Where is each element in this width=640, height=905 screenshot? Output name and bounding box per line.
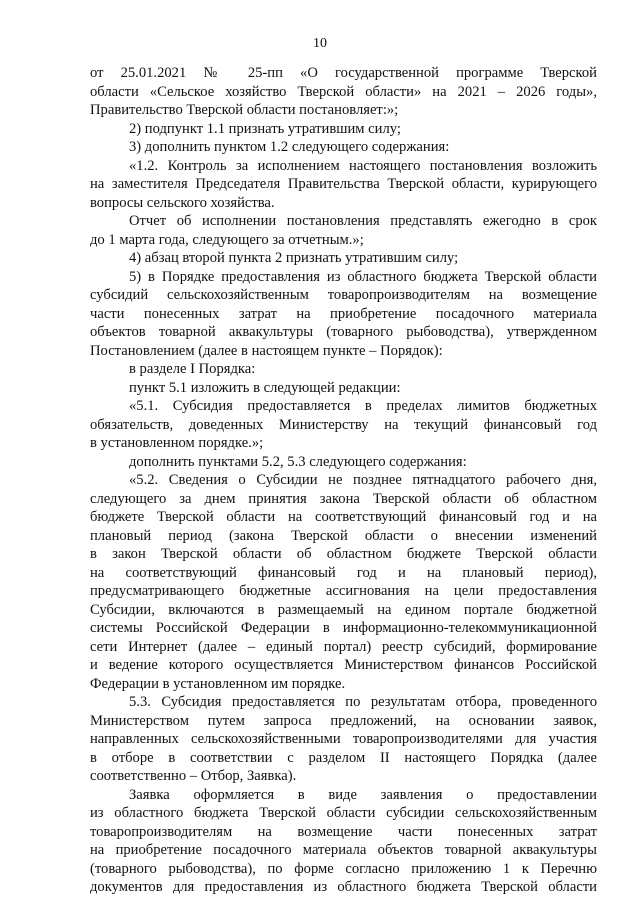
text-line: объектов товарной аквакультуры (товарного рыбоводства), утвержденном xyxy=(90,324,597,340)
text-line: вопросы сельского хозяйства. xyxy=(90,194,275,211)
text-line: субсидий сельскохозяйственным товаропроизводителям на возмещение xyxy=(90,287,597,303)
text-line: в закон Тверской области об областном бюджете Тверской области xyxy=(90,546,597,562)
text-line: дополнить пунктами 5.2, 5.3 следующего содержания: xyxy=(129,453,467,470)
text-line: предусматривающего бюджетные ассигнования на цели предоставления xyxy=(90,583,597,599)
text-line: Заявка оформляется в виде заявления о предоставлении xyxy=(129,786,597,803)
text-line: на заместителя Председателя Правительства Тверской области, курирующего xyxy=(90,176,597,192)
text-line: Отчет об исполнении постановления представлять ежегодно в срок xyxy=(129,213,597,229)
text-line: в разделе I Порядка: xyxy=(129,361,256,377)
text-line: «5.1. Субсидия предоставляется в пределах лимитов бюджетных xyxy=(129,398,597,414)
text-line: Постановлением (далее в настоящем пункте – Порядок): xyxy=(90,342,443,359)
text-line: Федерации в установленном им порядке. xyxy=(90,675,346,692)
text-line: части понесенных затрат на приобретение посадочного материала xyxy=(90,305,597,322)
text-line: «1.2. Контроль за исполнением настоящего постановления возложить xyxy=(129,157,597,174)
text-line: пункт 5.1 изложить в следующей редакции: xyxy=(129,379,401,396)
text-line: области «Сельское хозяйство Тверской области» на 2021 – 2026 годы», xyxy=(90,83,597,100)
text-line: 4) абзац второй пункта 2 признать утратившим силу; xyxy=(129,250,459,266)
page-number: 10 xyxy=(313,36,327,51)
text-line: Субсидии, включаются в размещаемый на едином портале бюджетной xyxy=(90,601,597,618)
text-line: товаропроизводителям на возмещение части понесенных затрат xyxy=(90,823,597,840)
text-line: 5.3. Субсидия предоставляется по результатам отбора, проведенного xyxy=(129,694,597,710)
text-line: от 25.01.2021 № 25-пп «О государственной программе Тверской xyxy=(90,65,597,81)
text-line: 3) дополнить пунктом 1.2 следующего содержания: xyxy=(129,139,450,155)
text-line: в отборе в соответствии с разделом II настоящего Порядка (далее xyxy=(90,749,597,766)
text-line: (товарного рыбоводства), по форме согласно приложению 1 к Перечню xyxy=(90,860,597,877)
text-line: бюджете Тверской области на соответствующий финансовый год и на xyxy=(90,509,597,525)
text-line: плановый период (закона Тверской области о внесении изменений xyxy=(90,527,597,544)
text-line: документов для предоставления из областного бюджета Тверской области xyxy=(90,879,597,895)
text-line: следующего за днем принятия закона Тверской области об областном xyxy=(90,490,597,507)
text-line: 2) подпункт 1.1 признать утратившим силу; xyxy=(129,120,401,137)
text-line: на приобретение посадочного материала объектов товарной аквакультуры xyxy=(90,842,597,858)
text-line: 5) в Порядке предоставления из областного бюджета Тверской области xyxy=(129,268,597,285)
text-line: из областного бюджета Тверской области субсидии сельскохозяйственным xyxy=(90,805,597,821)
text-line: до 1 марта года, следующего за отчетным.»; xyxy=(90,231,364,248)
text-line: и ведение которого осуществляется Министерством финансов Российской xyxy=(90,657,597,673)
text-line: сети Интернет (далее – единый портал) реестр субсидий, формирование xyxy=(90,638,597,655)
text-line: в установленном порядке.»; xyxy=(90,435,264,451)
text-line: Министерством путем запроса предложений, на основании заявок, xyxy=(90,712,597,729)
text-line: «5.2. Сведения о Субсидии не позднее пятнадцатого рабочего дня, xyxy=(129,472,597,488)
text-line: соответственно – Отбор, Заявка). xyxy=(90,768,297,784)
text-line: Правительство Тверской области постановляет:»; xyxy=(90,102,399,118)
document-body xyxy=(90,64,597,897)
text-line: на соответствующий финансовый год и на плановый период), xyxy=(90,564,597,581)
text-line: системы Российской Федерации в информационно-телекоммуникационной xyxy=(90,620,597,636)
text-line: направленных сельскохозяйственными товаропроизводителями для участия xyxy=(90,731,597,747)
text-line: обязательств, доведенных Министерству на текущий финансовый год xyxy=(90,416,597,433)
